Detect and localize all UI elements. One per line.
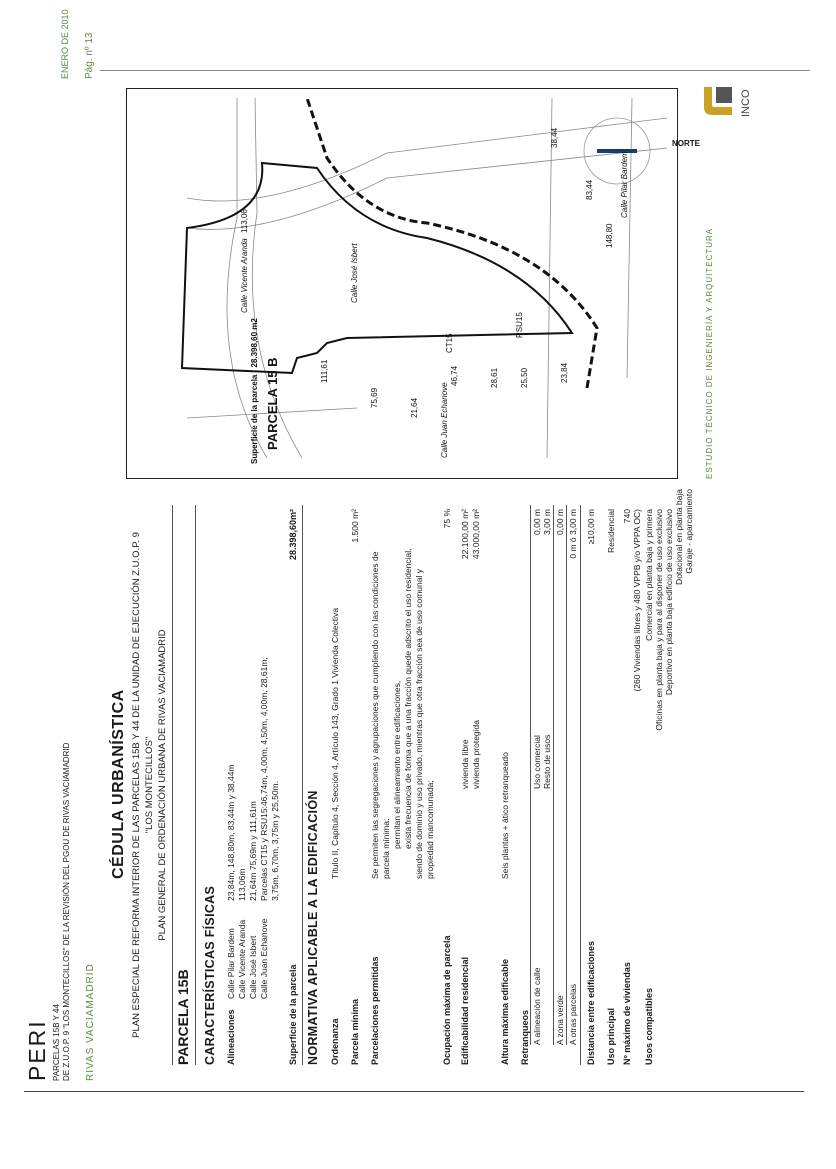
compatible-line: Garaje - aparcamiento [684, 489, 694, 574]
rule [302, 505, 303, 1065]
label-uso-principal: Uso principal [606, 1007, 616, 1065]
parcelaciones-line: propiedad mancomunada; [425, 780, 435, 879]
street-name: Calle Vicente Aranda [237, 919, 247, 999]
north-arrow [597, 149, 637, 153]
title-sub-3: PLAN GENERAL DE ORDENACIÓN URBANA DE RIVAS VACIAMADRID [157, 629, 168, 941]
street-name: Calle Juan Echanove [259, 918, 269, 999]
retranqueo-use: Uso comercial [532, 735, 542, 789]
retranqueo-value: 3,00 m [542, 509, 552, 535]
rule [530, 505, 531, 1045]
street-label: Calle José Isbert [350, 243, 359, 303]
street-value: 21,64m 75,69m y 111,61m [248, 801, 258, 901]
retranqueo-name: A otras parcelas [568, 984, 578, 1045]
value-superficie: 28.398,60m² [288, 509, 298, 561]
logo-text: INCO [740, 89, 752, 117]
street-name: Calle José Isbert [248, 935, 258, 999]
logo-icon [700, 83, 736, 119]
retranqueo-name: A zona verde [555, 995, 565, 1045]
title-sub-2: "LOS MONTECILLOS" [144, 736, 155, 834]
map-drawing [127, 89, 700, 478]
page-number: Pág. nº 13 [84, 32, 95, 79]
street-label: Calle Vicente Aranda [240, 238, 249, 313]
edificabilidad-value: 22.100,00 m² [460, 509, 470, 560]
value-uso-principal: Residencial [606, 509, 616, 553]
street-edges [187, 98, 667, 458]
street-label: Calle Pilar Bardem [620, 151, 629, 218]
value-parcela-minima: 1.500 m² [350, 509, 360, 543]
value-distancia: ≥10,00 m [586, 509, 596, 545]
document-title: CÉDULA URBANÍSTICA [110, 689, 127, 879]
compatible-line: Deportivo en planta baja edificio de uso exclusivo [664, 509, 674, 696]
dim-label: 23,84 [560, 362, 569, 383]
title-sub-1: PLAN ESPECIAL DE REFORMA INTERIOR DE LAS PARCELAS 15B Y 44 DE LA UNIDAD DE EJECUCIÓN Z.U.O.P. 9 [131, 532, 142, 1038]
label-edificabilidad: Edificabilidad residencial [460, 956, 470, 1065]
dim-label: 111,61 [320, 359, 329, 383]
label-altura: Altura máxima edificable [500, 958, 510, 1065]
street-value: 113,06m [237, 868, 247, 901]
viviendas-note: (260 Viviendas libres y 480 VPPB y/o VPPA OC) [632, 509, 642, 692]
rule [566, 505, 567, 1045]
section-caracteristicas: CARACTERÍSTICAS FÍSICAS [203, 885, 217, 1065]
edificabilidad-value: 43.000,00 m² [471, 509, 481, 560]
dim-label: 83,44 [585, 179, 594, 200]
compatible-line: Comercial en planta baja y primera [644, 509, 654, 641]
dim-label: 46,74 [450, 365, 459, 386]
label-parcela-minima: Parcela mínima [350, 998, 360, 1065]
header-line-2: DE Z.U.O.P. 9 "LOS MONTECILLOS" DE LA REVISIÓN DEL PGOU DE RIVAS VACIAMADRID [62, 742, 71, 1081]
rsu-label: RSU15 [515, 312, 524, 338]
retranqueo-name: A alineación de calle [532, 967, 542, 1045]
map-parcel-surface: Superficie de la parcela : 28.398,60 m2 [250, 318, 259, 464]
dim-label: 113,06 [240, 209, 249, 233]
map-parcel-title: PARCELA 15 B [265, 357, 280, 450]
retranqueo-value: 0 m ó 3,00 m [568, 509, 578, 559]
dim-label: 75,69 [370, 387, 379, 408]
parcela-title: PARCELA 15B [175, 969, 191, 1065]
value-altura: Seis plantas + ático retranqueado [500, 752, 510, 879]
header-line-1: PARCELAS 15B Y 44 [52, 1004, 61, 1081]
brand-title: PERI [24, 1019, 50, 1081]
street-name: Calle Pilar Bardem [226, 928, 236, 999]
street-value: 23,84m, 148,80m, 83,44m y 38,44m [226, 764, 236, 901]
retranqueo-value: 0,00 m [532, 509, 542, 535]
dim-label: 21,64 [410, 397, 419, 418]
parcel-map [126, 88, 700, 479]
parcelaciones-line: siendo de dominio y uso privado, mientras que otra fracción sea de uso comunal y [414, 569, 424, 879]
label-ordenanza: Ordenanza [330, 1018, 340, 1065]
parcelaciones-line: parcela mínima: [381, 818, 391, 879]
dim-label: 25,50 [520, 367, 529, 388]
value-ocupacion: 75 % [442, 509, 452, 529]
dim-label: 28,61 [490, 367, 499, 388]
studio-name: ESTUDIO TÉCNICO DE INGENIERÍA Y ARQUITECTURA [705, 227, 714, 479]
rule [553, 505, 554, 1045]
parcelaciones-line: permitan el alineamiento entre edificaciones, [392, 680, 402, 849]
label-parcelaciones: Parcelaciones permitidas [370, 956, 380, 1065]
parcela-rule [195, 505, 196, 1065]
rule [580, 505, 581, 1065]
left-rule [24, 1091, 804, 1092]
title-rule [172, 505, 173, 1065]
right-rule [100, 70, 810, 71]
value-ordenanza: Título II, Capítulo 4, Sección 4, Artículo 143, Grado 1 Vivienda Colectiva [330, 607, 340, 879]
parcelaciones-line: exista frecuencia de forma que a una fracción quede adscrito el uso residencial, [403, 548, 413, 849]
dim-label: 38,44 [550, 127, 559, 148]
street-label: Calle Juan Echanove [440, 382, 449, 458]
section-normativa: NORMATIVA APLICABLE A LA EDIFICACIÓN [306, 790, 320, 1065]
label-distancia: Distancia entre edificaciones [586, 940, 596, 1065]
street-value: 3,75m, 6,70m, 3,75m y 25,50m. [270, 780, 280, 901]
street-value: Parcelas CT15 y RSU15:46,74m, 4,00m, 4,50m, 4,00m, 28,61m, [259, 657, 269, 901]
header-town: RIVAS VACIAMADRID [85, 963, 96, 1081]
label-alineaciones: Alineaciones [226, 1009, 236, 1065]
north-label: NORTE [672, 139, 700, 148]
edificabilidad-name: vivienda libre [460, 739, 470, 789]
dim-label: 148,80 [605, 223, 614, 248]
compatible-line: Oficinas en planta baja y para al disponer de uso exclusivo [654, 509, 664, 731]
label-ocupacion: Ocupación máxima de parcela [442, 935, 452, 1065]
label-usos-compatibles: Usos compatibles [644, 987, 654, 1065]
compatible-line: Dotacional en planta baja [674, 489, 684, 585]
header-date: ENERO DE 2010 [60, 9, 70, 79]
retranqueo-use: Resto de usos [542, 734, 552, 789]
edificabilidad-name: vivienda protegida [471, 720, 481, 789]
ct-label: CT15 [445, 333, 454, 353]
label-superficie: Superficie de la parcela [288, 964, 298, 1065]
retranqueo-value: 0,00 m [555, 509, 565, 535]
label-retranqueos: Retranqueos [520, 1009, 530, 1065]
label-viviendas: Nº máximo de viviendas [622, 962, 632, 1065]
parcelaciones-line: Se permiten las segregaciones y agrupaciones que cumpliendo con las condiciones de [370, 551, 380, 879]
header-subtitle [52, 743, 72, 1081]
value-viviendas: 740 [622, 509, 632, 524]
